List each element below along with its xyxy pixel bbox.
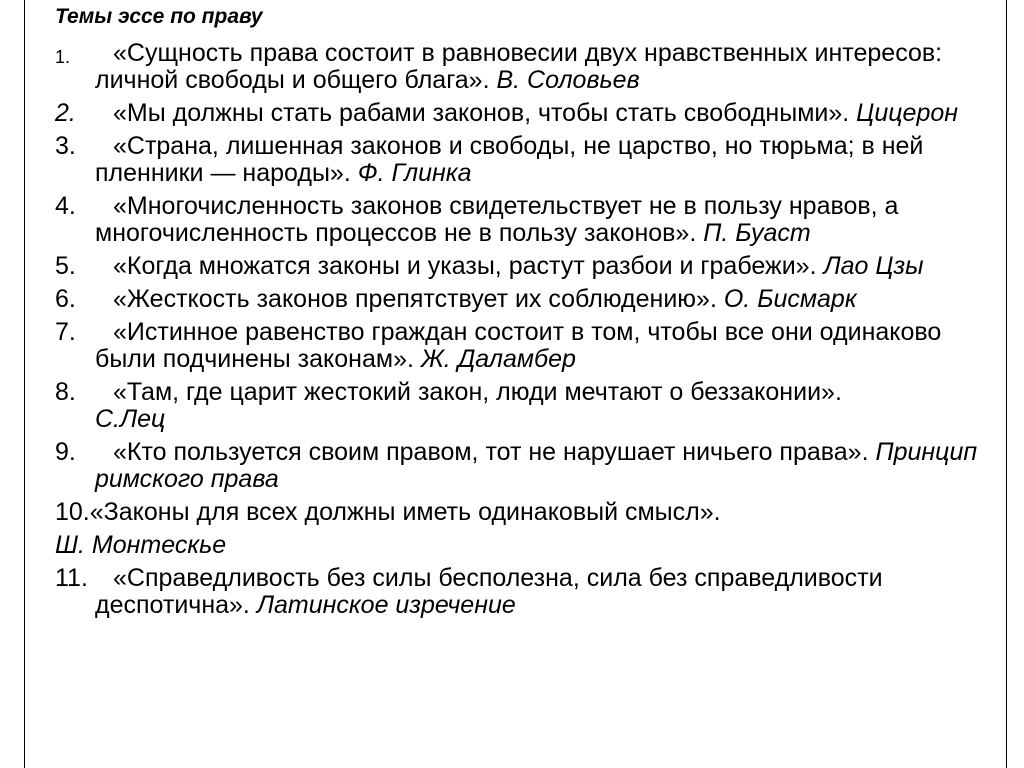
right-border bbox=[1006, 0, 1007, 768]
item-number: 10. bbox=[55, 498, 90, 526]
list-item bbox=[55, 319, 995, 373]
list-item bbox=[55, 565, 995, 619]
item-quote: «Многочисленность законов свидетельствует не в пользу нравов, а многочисленность процессов не в пользу законов». bbox=[95, 192, 899, 247]
item-author: П. Буаст bbox=[703, 219, 811, 247]
item-quote: «Кто пользуется своим правом, тот не нарушает ничьего права». bbox=[113, 438, 869, 466]
list-item bbox=[55, 253, 995, 280]
item-number: 11. bbox=[55, 564, 88, 592]
list-item bbox=[55, 379, 995, 433]
item-author: Ж. Даламбер bbox=[420, 345, 576, 373]
item-number: 2. bbox=[55, 99, 76, 127]
item-quote: «Когда множатся законы и указы, растут разбои и грабежи». bbox=[113, 252, 817, 280]
item-number: 9. bbox=[55, 438, 76, 466]
item-number: 3. bbox=[55, 132, 76, 160]
item-author: С.Лец bbox=[95, 405, 166, 433]
item-number: 4. bbox=[55, 192, 76, 220]
item-author: Лао Цзы bbox=[823, 252, 924, 280]
item-quote: «Законы для всех должны иметь одинаковый смысл». bbox=[89, 498, 721, 526]
list-item bbox=[55, 133, 995, 187]
item-author: Ф. Глинка bbox=[357, 159, 472, 187]
list-item bbox=[55, 40, 995, 94]
item-quote: «Страна, лишенная законов и свободы, не царство, но тюрьма; в ней пленники — народы». bbox=[95, 132, 924, 187]
item-author: О. Бисмарк bbox=[723, 285, 857, 313]
list-item bbox=[55, 193, 995, 247]
item-quote: «Жесткость законов препятствует их соблюдению». bbox=[113, 285, 717, 313]
item-author: Ш. Монтескье bbox=[55, 531, 227, 559]
left-border bbox=[24, 0, 25, 768]
page-title: Темы эссе по праву bbox=[55, 5, 263, 28]
item-number: 8. bbox=[55, 378, 76, 406]
item-number: 1. bbox=[55, 47, 71, 67]
slide-content bbox=[55, 0, 995, 619]
item-author: В. Соловьев bbox=[496, 66, 640, 94]
item-author: Латинское изречение bbox=[256, 591, 516, 619]
list-item bbox=[55, 100, 995, 127]
list-item bbox=[55, 439, 995, 493]
item-quote: «Там, где царит жестокий закон, люди мечтают о беззаконии». bbox=[113, 378, 842, 406]
item-quote: «Истинное равенство граждан состоит в том, чтобы все они одинаково были подчинены законам». bbox=[95, 318, 942, 373]
item-quote: «Сущность права состоит в равновесии двух нравственных интересов: личной свободы и общего блага». bbox=[95, 39, 943, 94]
item-number: 7. bbox=[55, 318, 76, 346]
item-author: Цицерон bbox=[856, 99, 959, 127]
item-quote: «Мы должны стать рабами законов, чтобы стать свободными». bbox=[113, 99, 850, 127]
list-item bbox=[55, 499, 995, 526]
item-quote: «Справедливость без силы бесполезна, сила без справедливости деспотична». bbox=[95, 564, 883, 619]
item-number: 6. bbox=[55, 285, 76, 313]
item-number: 5. bbox=[55, 252, 76, 280]
item-author: Принцип римского права bbox=[95, 438, 978, 493]
list-item bbox=[55, 286, 995, 313]
